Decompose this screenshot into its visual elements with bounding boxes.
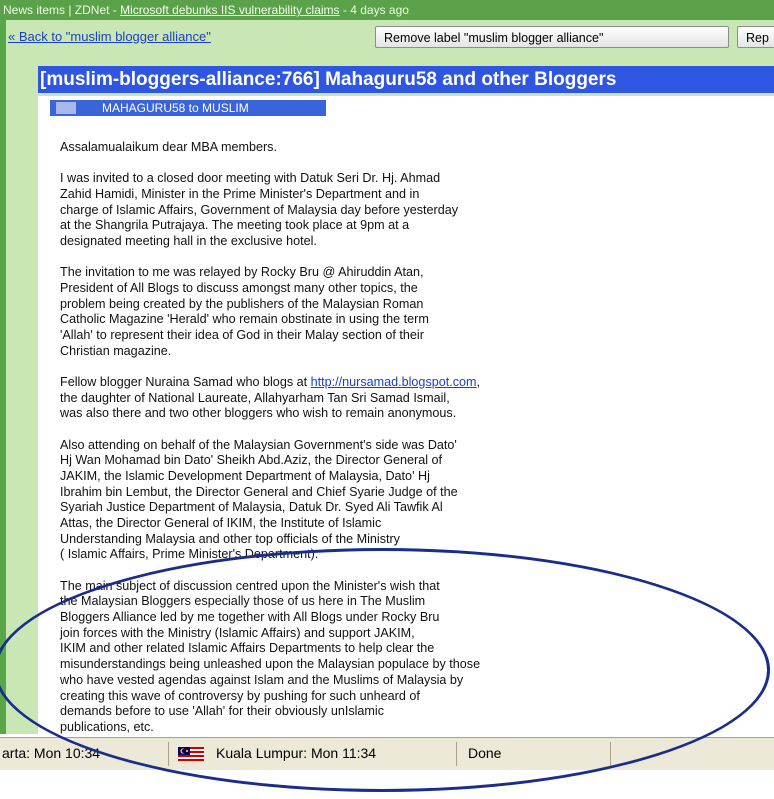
news-link[interactable]: Microsoft debunks IIS vulnerability claims: [120, 3, 340, 17]
paragraph-main-subject: The main subject of discussion centred upon the Minister's wish that the Malaysian Bloggers especially those of us here in The Muslim Bloggers Alliance led by me together with All Blogs under Rocky Bru join forces with the Ministry (Islamic Affairs) and support JAKIM, IKIM and other related Islamic Affairs Departments to help clear the misunderstandings being unleashed upon the Malaysian populace by those who have vested agendas against Islam and the Muslims of Malaysia by creating this wave of controversy by pushing for such unheard of demands before to use 'Allah' for their obviously unIslamic publications, etc.: [60, 578, 481, 734]
news-prefix: News items | ZDNet -: [3, 3, 121, 17]
remove-label-button[interactable]: Remove label "muslim blogger alliance": [375, 26, 729, 48]
left-clock: arta: Mon 10:34: [2, 745, 101, 761]
sender-line[interactable]: [50, 100, 326, 116]
paragraph-fellow-blogger: [60, 375, 760, 422]
sender-icon: [56, 102, 76, 114]
message-toolbar: [0, 25, 774, 53]
para3-after: , the daughter of National Laureate, Allahyarham Tan Sri Samad Ismail, was also there and two other bloggers who wish to remain anonymous.: [60, 374, 481, 421]
reply-button[interactable]: Rep: [737, 26, 774, 48]
paragraph-invitation: I was invited to a closed door meeting with Datuk Seri Dr. Hj. Ahmad Zahid Hamidi, Minister in the Prime Minister's Department and in charge of Islamic Affairs, Government of Malaysia day before yesterday at the Shangrila Putrajaya. The meeting took place at 9pm at a designated meeting hall in the exclusive hotel.: [60, 171, 459, 249]
sender-text: MAHAGURU58 to MUSLIM: [102, 101, 249, 115]
para3-before: Fellow blogger Nuraina Samad who blogs at: [60, 374, 311, 389]
paragraph-relay: The invitation to me was relayed by Rocky Bru @ Ahiruddin Atan, President of All Blogs to discuss amongst many other topics, the problem being created by the publishers of the Malaysian Roman Catholic Magazine 'Herald' who remain obstinate in using the term 'Allah' to represent their idea of God in their Malay section of their Christian magazine.: [60, 265, 429, 358]
paragraph-attendees: Also attending on behalf of the Malaysian Government's side was Dato' Hj Wan Mohamad bin Dato' Sheikh Abd.Aziz, the Director General of JAKIM, the Islamic Development Department of Malaysia, Dato' Hj Ibrahim bin Lembut, the Director General and Chief Syarie Judge of the Syariah Justice Department of Malaysia, Datuk Dr. Syed Ali Tawfik Al Attas, the Director General of IKIM, the Institute of Islamic Understanding Malaysia and other top officials of the Ministry ( Islamic Affairs, Prime Minister's Department).: [60, 437, 458, 562]
blog-url-link[interactable]: http://nursamad.blogspot.com: [310, 374, 477, 389]
back-to-label-link[interactable]: « Back to "muslim blogger alliance": [8, 29, 211, 44]
email-subject: [muslim-bloggers-alliance:766] Mahaguru58 and other Bloggers: [38, 66, 774, 93]
right-clock: Kuala Lumpur: Mon 11:34: [216, 745, 377, 761]
news-ticker: [0, 0, 774, 20]
annotation-oval: [0, 548, 770, 792]
news-suffix: - 4 days ago: [339, 3, 409, 17]
paragraph-greeting: Assalamualaikum dear MBA members.: [60, 140, 277, 154]
load-status: Done: [468, 745, 502, 761]
